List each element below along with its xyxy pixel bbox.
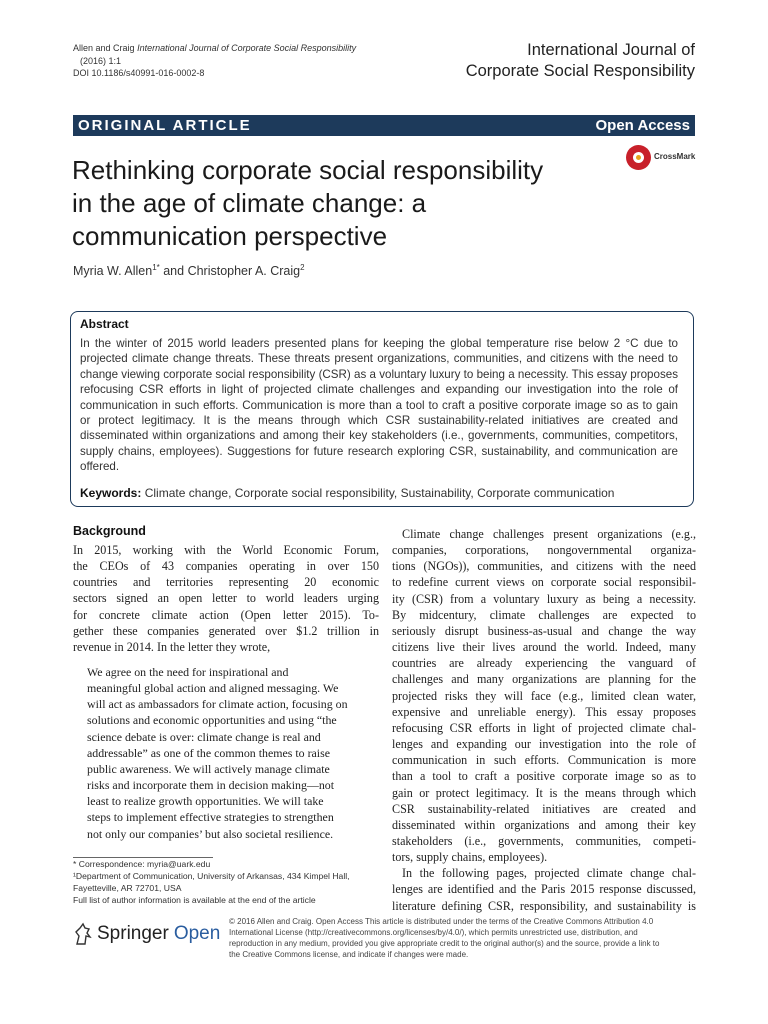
crossmark-icon bbox=[626, 145, 651, 170]
affiliation-note: Fayetteville, AR 72701, USA bbox=[73, 882, 182, 893]
citation-authors: Allen and Craig bbox=[73, 43, 135, 53]
title-line: in the age of climate change: a bbox=[72, 188, 427, 218]
text-line: citizens live their lives around the world. Indeed, many bbox=[392, 640, 696, 655]
footnotes bbox=[73, 859, 373, 907]
text-line: challenges and many organizations are planning for the bbox=[392, 672, 696, 687]
text-line: stakeholders (i.e., governments, communities, competi- bbox=[392, 833, 696, 848]
text-line: gain or protect legitimacy. It is the means through which bbox=[392, 785, 696, 800]
quote-line: science debate is over: climate change is real and bbox=[87, 729, 321, 744]
quote-line: not only our companies’ but also societal resilience. bbox=[87, 826, 334, 841]
text-line: lenges and expanding our investigation into the role of bbox=[392, 737, 696, 752]
text-line: to redefine current views on corporate social responsibil- bbox=[392, 575, 696, 590]
text-line: disseminated within organizations and among their key bbox=[392, 817, 696, 832]
text-line: literature defining CSR, responsibility, and sustainability is bbox=[392, 898, 696, 913]
keywords-list: Climate change, Corporate social responsibility, Sustainability, Corporate communication bbox=[144, 486, 615, 500]
springer-open-logo[interactable] bbox=[73, 922, 223, 952]
text-line: tors, supply chains, employees). bbox=[392, 850, 548, 865]
license-line: © 2016 Allen and Craig. Open Access This article is distributed under the terms of the Creative Commons Attribution 4.0 bbox=[229, 917, 654, 926]
text-line: By midcentury, climate challenges are expected to bbox=[392, 607, 696, 622]
abstract-heading: Abstract bbox=[80, 317, 129, 331]
springer-wordmark bbox=[97, 923, 220, 945]
license-line: the Creative Commons license, and indicate if changes were made. bbox=[229, 950, 469, 959]
article-type-label: ORIGINAL ARTICLE bbox=[78, 117, 252, 134]
text-line: lenges are identified and the Paris 2015 response discussed, bbox=[392, 882, 696, 897]
citation-block bbox=[73, 42, 356, 80]
author-name[interactable]: Myria W. Allen bbox=[73, 264, 153, 279]
license-line: International License (http://creativecommons.org/licenses/by/4.0/), which permits unrestricted use, distribution, and bbox=[229, 928, 638, 937]
text-line: ity (CSR) from a voluntary luxury as being a necessity. bbox=[392, 591, 696, 606]
text-line: In 2015, working with the World Economic Forum, bbox=[73, 543, 379, 557]
author-affiliation-mark: 1* bbox=[152, 263, 160, 272]
text-line: than a tool to craft a positive corporate image so as to bbox=[392, 769, 696, 784]
quote-line: public awareness. We will actively manage climate bbox=[87, 761, 330, 776]
text-line: In the following pages, projected climate change chal- bbox=[402, 866, 696, 881]
quote-line: solutions and economic opportunities and using “the bbox=[87, 713, 337, 728]
text-line: for concrete climate action (Open letter 2015). To- bbox=[73, 607, 379, 622]
section-heading-background: Background bbox=[73, 524, 146, 538]
text-line: CSR sustainability-related initiatives are created and bbox=[392, 801, 696, 816]
quote-line: steps to implement effective strategies to strengthen bbox=[87, 810, 334, 825]
author-name[interactable]: Christopher A. Craig bbox=[187, 264, 301, 279]
text-line: gether these companies generated over $1.2 trillion in bbox=[73, 623, 379, 638]
springer-open-suffix: Open bbox=[173, 923, 221, 944]
text-line: refocusing CSR efforts in light of projected climate chal- bbox=[392, 720, 696, 735]
keywords-label: Keywords: bbox=[80, 486, 142, 500]
title-line: Rethinking corporate social responsibility bbox=[72, 155, 544, 185]
text-line: the CEOs of 43 companies operating in over 150 bbox=[73, 559, 379, 574]
quote-line: least to realize growth opportunities. We will take bbox=[87, 794, 324, 809]
quote-line: risks and incorporate them in decision making—not bbox=[87, 778, 335, 793]
crossmark-label: CrossMark bbox=[654, 152, 696, 161]
doi-link[interactable]: DOI 10.1186/s40991-016-0002-8 bbox=[73, 68, 205, 78]
text-line: Climate change challenges present organizations (e.g., bbox=[402, 527, 696, 541]
quote-line: will act as ambassadors for climate action, focusing on bbox=[87, 697, 348, 712]
license-statement bbox=[229, 916, 695, 960]
crossmark-badge[interactable] bbox=[626, 145, 698, 175]
block-quote bbox=[87, 664, 379, 842]
keywords bbox=[80, 486, 614, 500]
right-column-text bbox=[392, 526, 696, 914]
article-title bbox=[72, 154, 612, 253]
text-line: communication in such efforts. Communication is more bbox=[392, 753, 696, 768]
text-line: countries are already experiencing the vanguard of bbox=[392, 656, 696, 671]
author-info-note: Full list of author information is available at the end of the article bbox=[73, 894, 316, 905]
journal-title-line2: Corporate Social Responsibility bbox=[465, 62, 695, 80]
text-line: revenue in 2014. In the letter they wrote, bbox=[73, 639, 271, 654]
quote-line: addressable” as one of the common themes to raise bbox=[87, 745, 331, 760]
open-access-label: Open Access bbox=[595, 117, 690, 134]
author-conjunction: and bbox=[159, 264, 188, 279]
abstract-text: In the winter of 2015 world leaders presented plans for keeping the global temperature rise below 2 °C due to projected climate change threats. These threats present organizations, communities, and citizens with the need to change viewing corporate social responsibility (CSR) as a voluntary luxury to being a necessity. This essay proposes refocusing CSR efforts in light of projected climate challenges and expanding our investigation into the role of communication in such efforts. Communication is more than a tool to craft a positive corporate image so as to gain or protect legitimacy. It is the means through which CSR sustainability-related initiatives are created and disseminated within organizations and among their key stakeholders (i.e., governments, communities, competitors, supply chains, employees). Suggestions for future research exploring CSR, sustainability, and communication are offered. bbox=[80, 337, 678, 474]
title-line: communication perspective bbox=[72, 221, 388, 251]
text-line: seriously disrupt business-as-usual and change the way bbox=[392, 623, 696, 638]
left-column-intro bbox=[73, 542, 379, 655]
text-line: tions (NGOs)), communities, and citizens with the need bbox=[392, 559, 696, 574]
article-type-band bbox=[73, 115, 695, 136]
text-line: sectors signed an open letter to world leaders urging bbox=[73, 591, 379, 606]
text-line: companies, corporations, nongovernmental organiza- bbox=[392, 543, 696, 558]
citation-journal: International Journal of Corporate Social Responsibility bbox=[137, 43, 357, 53]
affiliation-note: ¹Department of Communication, University of Arkansas, 434 Kimpel Hall, bbox=[73, 870, 350, 881]
author-affiliation-mark: 2 bbox=[300, 263, 305, 272]
footnote-divider bbox=[73, 857, 213, 858]
license-line: reproduction in any medium, provided you give appropriate credit to the original author(s) and the source, provide a link to bbox=[229, 939, 660, 948]
journal-title-line1: International Journal of bbox=[527, 41, 695, 59]
quote-line: meaningful global action and aligned messaging. We bbox=[87, 681, 339, 696]
quote-line: We agree on the need for inspirational and bbox=[87, 665, 289, 679]
journal-title bbox=[395, 40, 695, 82]
text-line: countries and territories representing 20 economic bbox=[73, 575, 379, 590]
springer-horse-icon bbox=[73, 922, 93, 946]
correspondence-note[interactable]: * Correspondence: myria@uark.edu bbox=[73, 859, 211, 869]
text-line: expensive and unreliable energy). This essay proposes bbox=[392, 704, 696, 719]
author-list bbox=[73, 263, 305, 278]
text-line: projected risks they will face (e.g., limited clean water, bbox=[392, 688, 696, 703]
citation-issue: (2016) 1:1 bbox=[80, 55, 122, 66]
springer-name: Springer bbox=[97, 923, 169, 944]
